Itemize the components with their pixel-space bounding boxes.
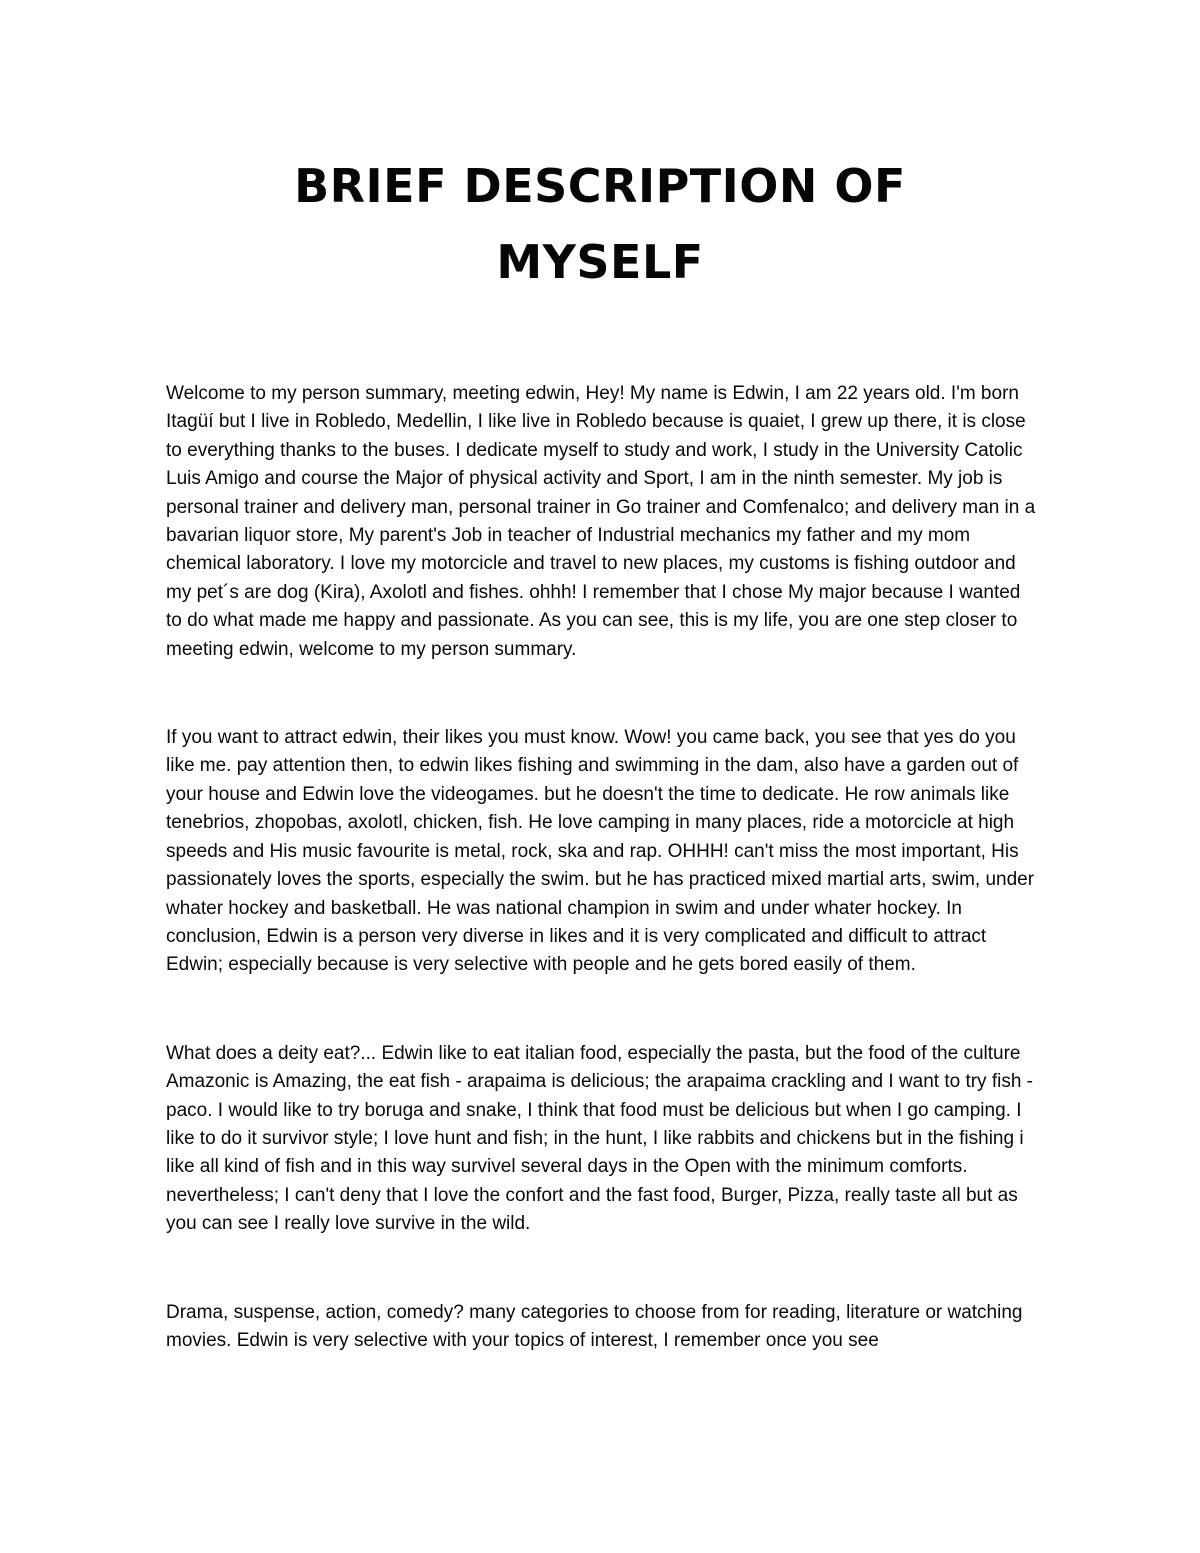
paragraph-movies: Drama, suspense, action, comedy? many categories to choose from for reading, literature or watching movies. Edwin is very selective with your topics of interest, I remember once you see xyxy=(166,1301,1023,1351)
paragraph-likes: If you want to attract edwin, their likes you must know. Wow! you came back, you see that yes do you like me. pay attention then, to edwin likes fishing and swimming in the dam, also have a garden out of your house and Edwin love the videogames. but he doesn't the time to dedicate. He row animals like tenebrios, zhopobas, axolotl, chicken, fish. He love camping in many places, ride a motorcicle at high speeds and His music favourite is metal, rock, ska and rap. OHHH! can't miss the most important, His passionately loves the sports, especially the swim. but he has practiced mixed martial arts, swim, under whater hockey and basketball. He was national champion in swim and under whater hockey. In conclusion, Edwin is a person very diverse in likes and it is very complicated and difficult to attract Edwin; especially because is very selective with people and he gets bored easily of them. xyxy=(166,727,1035,976)
document-body xyxy=(166,380,1036,1355)
document-title: BRIEF DESCRIPTION OF MYSELF xyxy=(294,159,906,289)
paragraph-intro: Welcome to my person summary, meeting edwin, Hey! My name is Edwin, I am 22 years old. I'm born Itagüí but I live in Robledo, Medellin, I like live in Robledo because is quaiet, I grew up there, it is close to everything thanks to the buses. I dedicate myself to study and work, I study in the University Catolic Luis Amigo and course the Major of physical activity and Sport, I am in the ninth semester. My job is personal trainer and delivery man, personal trainer in Go trainer and Comfenalco; and delivery man in a bavarian liquor store, My parent's Job in teacher of Industrial mechanics my father and my mom chemical laboratory. I love my motorcicle and travel to new places, my customs is fishing outdoor and my pet´s are dog (Kira), Axolotl and fishes. ohhh! I remember that I chose My major because I wanted to do what made me happy and passionate. As you can see, this is my life, you are one step closer to meeting edwin, welcome to my person summary. xyxy=(166,383,1036,660)
paragraph-food: What does a deity eat?... Edwin like to eat italian food, especially the pasta, but the food of the culture Amazonic is Amazing, the eat fish - arapaima is delicious; the arapaima crackling and I want to try fish - paco. I would like to try boruga and snake, I think that food must be delicious but when I go camping. I like to do it survivor style; I love hunt and fish; in the hunt, I like rabbits and chickens but in the fishing i like all kind of fish and in this way survivel several days in the Open with the minimum comforts. nevertheless; I can't deny that I love the confort and the fast food, Burger, Pizza, really taste all but as you can see I really love survive in the wild. xyxy=(166,1042,1034,1235)
